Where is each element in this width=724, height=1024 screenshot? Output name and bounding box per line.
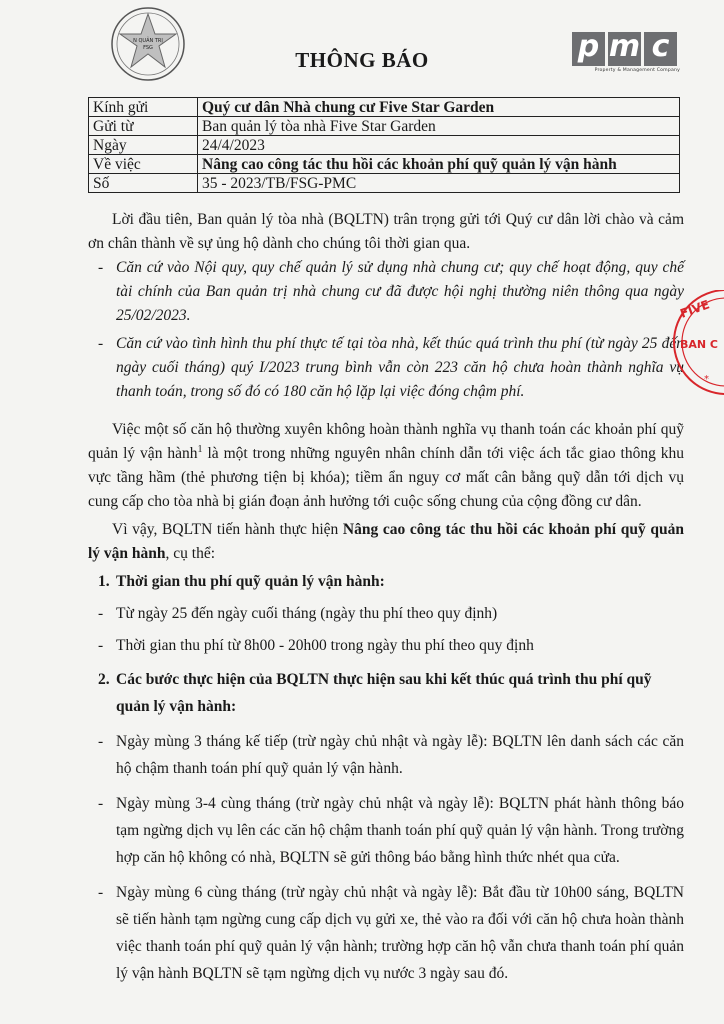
- action-text-1: Vì vậy, BQLTN tiến hành thực hiện: [112, 521, 343, 538]
- action-paragraph: [88, 518, 684, 566]
- section-item-text: Ngày mùng 3-4 cùng tháng (trừ ngày chủ nhật và ngày lễ): BQLTN phát hành thông báo tạm ngừng dịch vụ lên các căn hộ chậm thanh toán phí quỹ quản lý vận hành. Trong trường hợp căn hộ không có nhà, BQLTN sẽ gửi thông báo bằng hình thức nhét qua cửa.: [116, 795, 684, 866]
- section-number: 1.: [98, 573, 110, 590]
- header-value: Quý cư dân Nhà chung cư Five Star Garden: [198, 98, 680, 117]
- header-key: Số: [89, 174, 198, 193]
- red-stamp: [664, 290, 724, 400]
- document-title: THÔNG BÁO: [295, 48, 429, 72]
- header-row: [89, 117, 680, 136]
- header-key: Kính gửi: [89, 98, 198, 117]
- header-table: [88, 97, 680, 193]
- header-key: Ngày: [89, 136, 198, 155]
- section-item-text: Từ ngày 25 đến ngày cuối tháng (ngày thu phí theo quy định): [116, 605, 498, 622]
- basis-text: Căn cứ vào tình hình thu phí thực tế tại tòa nhà, kết thúc quá trình thu phí (từ ngày 25 đến ngày cuối tháng) quý I/2023 trung bình vẫn còn 223 căn hộ chưa hoàn thành nghĩa vụ thanh toán, trong số đó có 180 căn hộ lặp lại việc đóng chậm phí.: [116, 335, 684, 400]
- header-row: [89, 98, 680, 117]
- notice-body: [88, 208, 684, 987]
- section-item-text: Ngày mùng 6 cùng tháng (trừ ngày chủ nhật và ngày lễ): Bắt đầu từ 10h00 sáng, BQLTN sẽ tiến hành tạm ngừng cung cấp dịch vụ gửi xe, thẻ vào ra đối với căn hộ chưa hoàn thành việc thanh toán phí quỹ quản lý vận hành; trường hợp căn hộ vẫn chưa thanh toán phí quản lý vận hành BQLTN sẽ tạm ngừng dịch vụ nước 3 ngày sau đó.: [116, 884, 684, 982]
- section-item: - Ngày mùng 3 tháng kế tiếp (trừ ngày chủ nhật và ngày lễ): BQLTN lên danh sách các căn hộ chậm thanh toán phí quỹ quản lý vận hành.: [98, 733, 684, 777]
- header-value: 35 - 2023/TB/FSG-PMC: [198, 174, 680, 193]
- reason-text-1: Việc một số căn hộ thường xuyên không hoàn thành nghĩa vụ thanh toán các khoản phí quỹ quản lý vận hành: [88, 421, 684, 462]
- pmc-tagline: Property & Management Company: [594, 68, 680, 73]
- basis-text: Căn cứ vào Nội quy, quy chế quản lý sử dụng nhà chung cư; quy chế hoạt động, quy chế tài chính của Ban quản trị nhà chung cư đã được hội nghị thường niên thông qua ngày 25/02/2023.: [116, 259, 684, 324]
- header-key: Về việc: [89, 155, 198, 174]
- pmc-letter-c: c: [644, 32, 677, 66]
- header-row: [89, 155, 680, 174]
- reason-paragraph: [88, 418, 684, 514]
- header-value: Ban quản lý tòa nhà Five Star Garden: [198, 117, 680, 136]
- stamp-seal-icon: [664, 290, 724, 400]
- section-title: Các bước thực hiện của BQLTN thực hiện sau khi kết thúc quá trình thu phí quỹ quản lý vận hành:: [116, 671, 652, 715]
- stamp-text-1: FIVE: [678, 297, 712, 321]
- svg-text:*: *: [704, 374, 709, 385]
- section-heading: [88, 666, 684, 720]
- basis-item: - Căn cứ vào Nội quy, quy chế quản lý sử dụng nhà chung cư; quy chế hoạt động, quy chế tài chính của Ban quản trị nhà chung cư đã được hội nghị thường niên thông qua ngày 25/02/2023.: [98, 259, 684, 324]
- intro-paragraph: Lời đầu tiên, Ban quản lý tòa nhà (BQLTN) trân trọng gửi tới Quý cư dân lời chào và cảm ơn chân thành về sự ủng hộ dành cho chúng tôi thời gian qua.: [88, 211, 684, 252]
- pmc-letter-m: m: [608, 29, 641, 64]
- section-item-text: Ngày mùng 3 tháng kế tiếp (trừ ngày chủ nhật và ngày lễ): BQLTN lên danh sách các căn hộ chậm thanh toán phí quỹ quản lý vận hành.: [116, 733, 684, 777]
- section-number: 2.: [98, 671, 110, 688]
- action-text-2: , cụ thể:: [165, 545, 216, 562]
- stamp-text-2: BAN C: [680, 338, 719, 351]
- seal-text-bottom: FSG: [143, 45, 153, 51]
- section-item: - Thời gian thu phí từ 8h00 - 20h00 trong ngày thu phí theo quy định: [98, 637, 534, 654]
- section-heading: [88, 570, 684, 594]
- basis-item: - Căn cứ vào tình hình thu phí thực tế tại tòa nhà, kết thúc quá trình thu phí (từ ngày 25 đến ngày cuối tháng) quý I/2023 trung bình vẫn còn 223 căn hộ chưa hoàn thành nghĩa vụ thanh toán, trong số đó có 180 căn hộ lặp lại việc đóng chậm phí.: [98, 335, 684, 400]
- reason-text-2: là một trong những nguyên nhân chính dẫn tới việc ách tắc giao thông khu vực tầng hầm (thẻ phương tiện bị khóa); tiềm ẩn nguy cơ mất cân bằng quỹ dẫn tới dịch vụ cung cấp cho tòa nhà bị gián đoạn ảnh hưởng tới cuộc sống chung của cộng đồng cư dân.: [88, 445, 685, 510]
- pmc-letter-p: p: [572, 32, 605, 66]
- section-item: - Ngày mùng 6 cùng tháng (trừ ngày chủ nhật và ngày lễ): Bắt đầu từ 10h00 sáng, BQLTN sẽ tiến hành tạm ngừng cung cấp dịch vụ gửi xe, thẻ vào ra đối với căn hộ chưa hoàn thành việc thanh toán phí quỹ quản lý vận hành; trường hợp căn hộ vẫn chưa thanh toán phí quản lý vận hành BQLTN sẽ tạm ngừng dịch vụ nước 3 ngày sau đó.: [98, 884, 684, 982]
- header-key: Gửi từ: [89, 117, 198, 136]
- section-item: - Ngày mùng 3-4 cùng tháng (trừ ngày chủ nhật và ngày lễ): BQLTN phát hành thông báo tạm ngừng dịch vụ lên các căn hộ chậm thanh toán phí quỹ quản lý vận hành. Trong trường hợp căn hộ không có nhà, BQLTN sẽ gửi thông báo bằng hình thức nhét qua cửa.: [98, 795, 684, 866]
- header-value: Nâng cao công tác thu hồi các khoản phí quỹ quản lý vận hành: [198, 155, 680, 174]
- seal-text-top: N QUẢN TRỊ: [133, 38, 163, 44]
- header-row: [89, 174, 680, 193]
- footnote-marker: 1: [197, 443, 203, 455]
- section-item-text: Thời gian thu phí từ 8h00 - 20h00 trong ngày thu phí theo quy định: [116, 637, 534, 654]
- section-title: Thời gian thu phí quỹ quản lý vận hành:: [116, 573, 385, 590]
- header-row: [89, 136, 680, 155]
- header-value: 24/4/2023: [198, 136, 680, 155]
- action-text-bold: Nâng cao công tác thu hồi các khoản phí quỹ quản lý vận hành: [88, 521, 684, 562]
- section-item: - Từ ngày 25 đến ngày cuối tháng (ngày thu phí theo quy định): [98, 605, 498, 622]
